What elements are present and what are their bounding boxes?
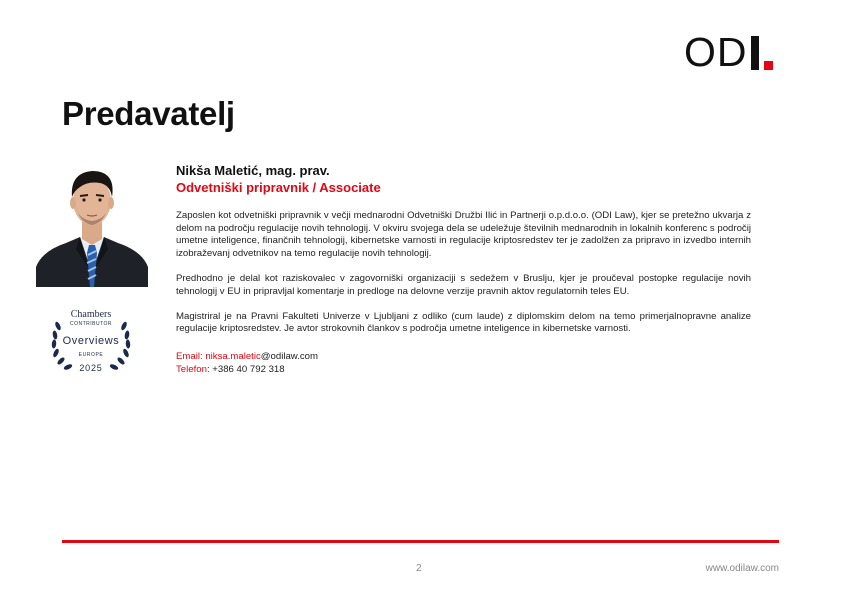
speaker-portrait-icon [36,163,148,287]
chambers-laurel-icon [50,304,132,378]
contact-block [176,351,318,376]
speaker-name: Nikša Maletić, mag. prav. [176,163,330,178]
email-label: Email: [176,351,206,362]
badge-year: 2025 [79,363,103,373]
odi-logo [684,29,773,75]
logo-bar [751,36,759,70]
footer-website[interactable]: www.odilaw.com [705,563,779,574]
badge-region: EUROPE [78,352,104,358]
page-title: Predavatelj [62,95,235,132]
phone-line [176,364,318,377]
chambers-badge [50,304,132,378]
logo-wordmark: OD [684,29,748,75]
footer-divider [62,540,779,543]
speaker-photo [36,163,148,287]
speaker-bio [176,210,751,349]
email-link-user[interactable]: niksa.maletic [205,351,261,362]
email-link-domain[interactable]: @odilaw.com [260,351,318,362]
bio-paragraph: Predhodno je delal kot raziskovalec v zagovorniški organizaciji s sedežem v Bruslju, kjer je proučeval postopke regulacije novih tehnologij v EU in pripravljal komentarje in predloge na delovne verzije pravnih aktov regulatornih teles EU. [176,272,751,297]
speaker-role: Odvetniški pripravnik / Associate [176,180,381,195]
badge-title: Overviews [62,335,120,347]
page-number: 2 [416,563,422,574]
phone-value: +386 40 792 318 [212,363,285,375]
phone-label: Telefon [176,363,207,375]
badge-sub: CONTRIBUTOR [69,321,113,327]
bio-paragraph: Magistriral je na Pravni Fakulteti Univerze v Ljubljani z odliko (cum laude) z diplomskim delom na temo primerjalnopravne analize regulacije kriptosredstev. Je avtor strokovnih člankov s področja umetne inteligence in kibernetske varnosti. [176,310,751,335]
logo-red-square [764,61,773,70]
email-line [176,351,318,364]
bio-paragraph: Zaposlen kot odvetniški pripravnik v večji mednarodni Odvetniški Družbi Ilić in Partnerji o.p.d.o.o. (ODI Law), kjer se pretežno ukvarja z delom na področju regulacije novih tehnologij. V okviru svojega dela se udeležuje številnih mednarodnih in lokalnih konferenc s področij umetne inteligence, finančnih tehnologij, kibernetske varnosti in regulacije kriptosredstev ter je zadolžen za pripravo in izvedbo internih izobraževanj odvetnikov na temo regulacije novih tehnologij. [176,210,751,259]
phone-separator: : [206,363,213,375]
badge-brand: Chambers [70,309,112,320]
